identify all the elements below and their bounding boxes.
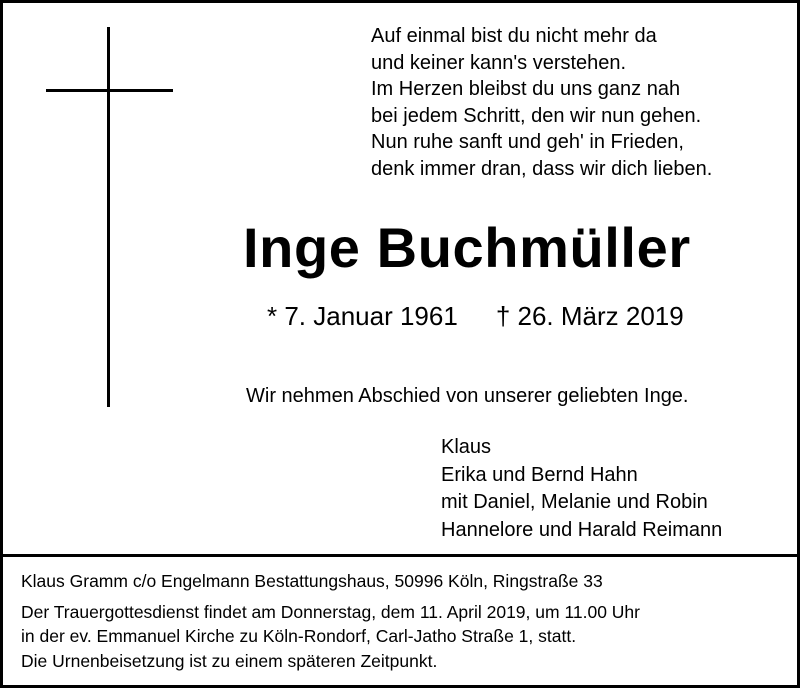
mourner-name: Hannelore und Harald Reimann [441,518,723,541]
service-details-line: Der Trauergottesdienst findet am Donnerstag, dem 11. April 2019, um 11.00 Uhr [21,601,640,622]
service-information [21,569,640,673]
contact-address: Klaus Gramm c/o Engelmann Bestattungshaus, 50996 Köln, Ringstraße 33 [21,571,603,591]
cross-icon-crossbar [46,89,173,92]
cross-icon [107,27,110,407]
service-details-line: in der ev. Emmanuel Kirche zu Köln-Rondorf, Carl-Jatho Straße 1, statt. [21,626,577,646]
mourner-name: mit Daniel, Melanie und Robin [441,491,708,513]
mourner-name: Klaus [441,436,492,458]
mourner-name: Erika und Bernd Hahn [441,463,638,486]
life-dates [267,300,684,332]
poem-line: denk immer dran, dass wir dich lieben. [371,157,713,180]
section-divider [3,554,800,557]
poem-line: bei jedem Schritt, den wir nun gehen. [371,104,702,127]
service-details-line: Die Urnenbeisetzung ist zu einem späteren Zeitpunkt. [21,650,438,671]
poem-line: und keiner kann's verstehen. [371,51,627,74]
birth-date: * 7. Januar 1961 [267,301,458,331]
poem-line: Im Herzen bleibst du uns ganz nah [371,78,681,100]
farewell-text: Wir nehmen Abschied von unserer geliebten Inge. [246,385,689,407]
deceased-name: Inge Buchmüller [243,216,691,279]
poem-line: Auf einmal bist du nicht mehr da [371,25,657,47]
poem-line: Nun ruhe sanft und geh' in Frieden, [371,131,684,153]
death-date: † 26. März 2019 [495,301,684,331]
memorial-poem [371,23,791,182]
mourners-list [441,434,722,544]
